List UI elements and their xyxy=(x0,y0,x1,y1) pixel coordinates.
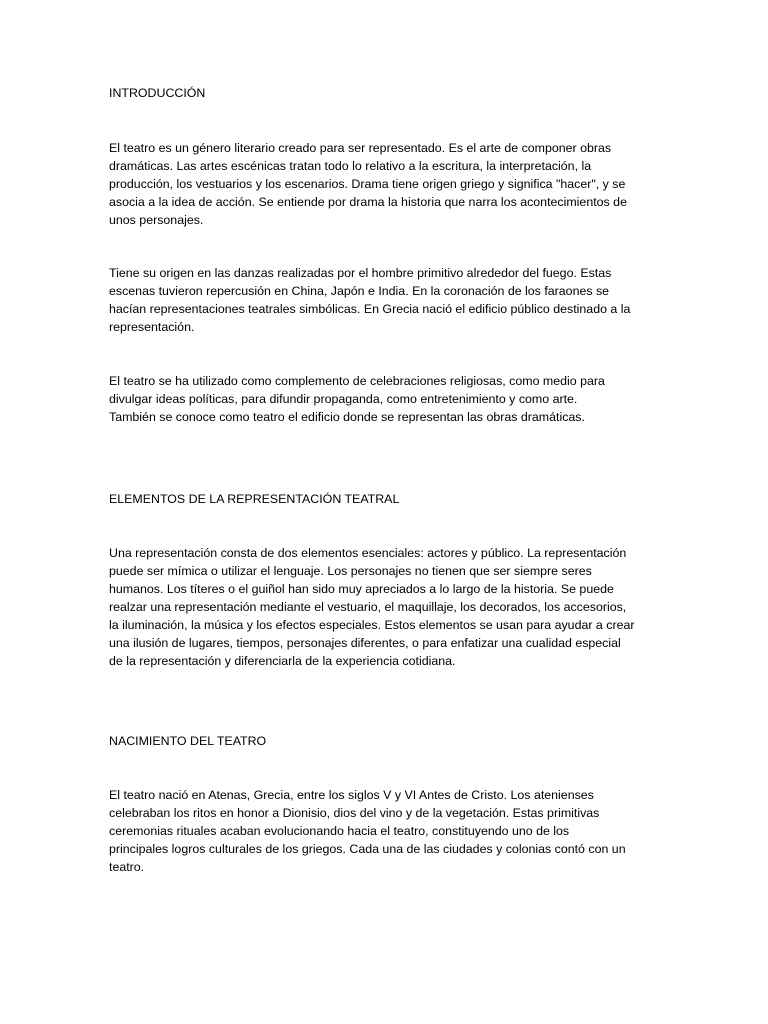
text-line: escenas tuvieron repercusión en China, Japón e India. En la coronación de los faraones se xyxy=(109,284,610,298)
text-line: ceremonias rituales acaban evolucionando hacia el teatro, constituyendo uno de los xyxy=(109,824,570,838)
text-line: humanos. Los títeres o el guiñol han sido muy apreciados a lo largo de la historia. Se puede xyxy=(109,582,614,596)
text-line: realzar una representación mediante el vestuario, el maquillaje, los decorados, los accesorios, xyxy=(109,600,627,614)
paragraph-elementos xyxy=(109,544,657,670)
paragraph-intro-origin xyxy=(109,264,657,336)
text-line: representación. xyxy=(109,320,195,334)
text-line: El teatro nació en Atenas, Grecia, entre los siglos V y VI Antes de Cristo. Los atenienses xyxy=(109,788,594,802)
paragraph-intro-uses xyxy=(109,372,657,426)
paragraph-intro-definition xyxy=(109,139,657,229)
section-heading-introduccion: INTRODUCCIÓN xyxy=(109,86,206,100)
text-line: puede ser mímica o utilizar el lenguaje. Los personajes no tienen que ser siempre seres xyxy=(109,564,592,578)
text-line: dramáticas. Las artes escénicas tratan todo lo relativo a la escritura, la interpretación, la xyxy=(109,159,592,173)
text-line: Tiene su origen en las danzas realizadas por el hombre primitivo alrededor del fuego. Estas xyxy=(109,266,612,280)
text-line: hacían representaciones teatrales simbólicas. En Grecia nació el edificio público destinado a la xyxy=(109,302,631,316)
text-line: principales logros culturales de los griegos. Cada una de las ciudades y colonias contó con un xyxy=(109,842,626,856)
text-line: la iluminación, la música y los efectos especiales. Estos elementos se usan para ayudar a crear xyxy=(109,618,635,632)
section-heading-nacimiento: NACIMIENTO DEL TEATRO xyxy=(109,734,267,748)
section-heading-elementos: ELEMENTOS DE LA REPRESENTACIÓN TEATRAL xyxy=(109,492,400,506)
text-line: celebraban los ritos en honor a Dionisio, dios del vino y de la vegetación. Estas primitivas xyxy=(109,806,600,820)
paragraph-nacimiento xyxy=(109,786,657,876)
text-line: producción, los vestuarios y los escenarios. Drama tiene origen griego y significa "hacer", y se xyxy=(109,177,626,191)
text-line: También se conoce como teatro el edificio donde se representan las obras dramáticas. xyxy=(109,410,585,424)
text-line: teatro. xyxy=(109,860,145,874)
text-line: El teatro se ha utilizado como complemento de celebraciones religiosas, como medio para xyxy=(109,374,605,388)
text-line: una ilusión de lugares, tiempos, personajes diferentes, o para enfatizar una cualidad especial xyxy=(109,636,621,650)
text-line: unos personajes. xyxy=(109,213,204,227)
text-line: Una representación consta de dos elementos esenciales: actores y público. La representación xyxy=(109,546,627,560)
text-line: El teatro es un género literario creado para ser representado. Es el arte de componer obras xyxy=(109,141,612,155)
text-line: asocia a la idea de acción. Se entiende por drama la historia que narra los acontecimientos de xyxy=(109,195,627,209)
text-line: divulgar ideas políticas, para difundir propaganda, como entretenimiento y como arte. xyxy=(109,392,578,406)
text-line: de la representación y diferenciarla de la experiencia cotidiana. xyxy=(109,654,456,668)
